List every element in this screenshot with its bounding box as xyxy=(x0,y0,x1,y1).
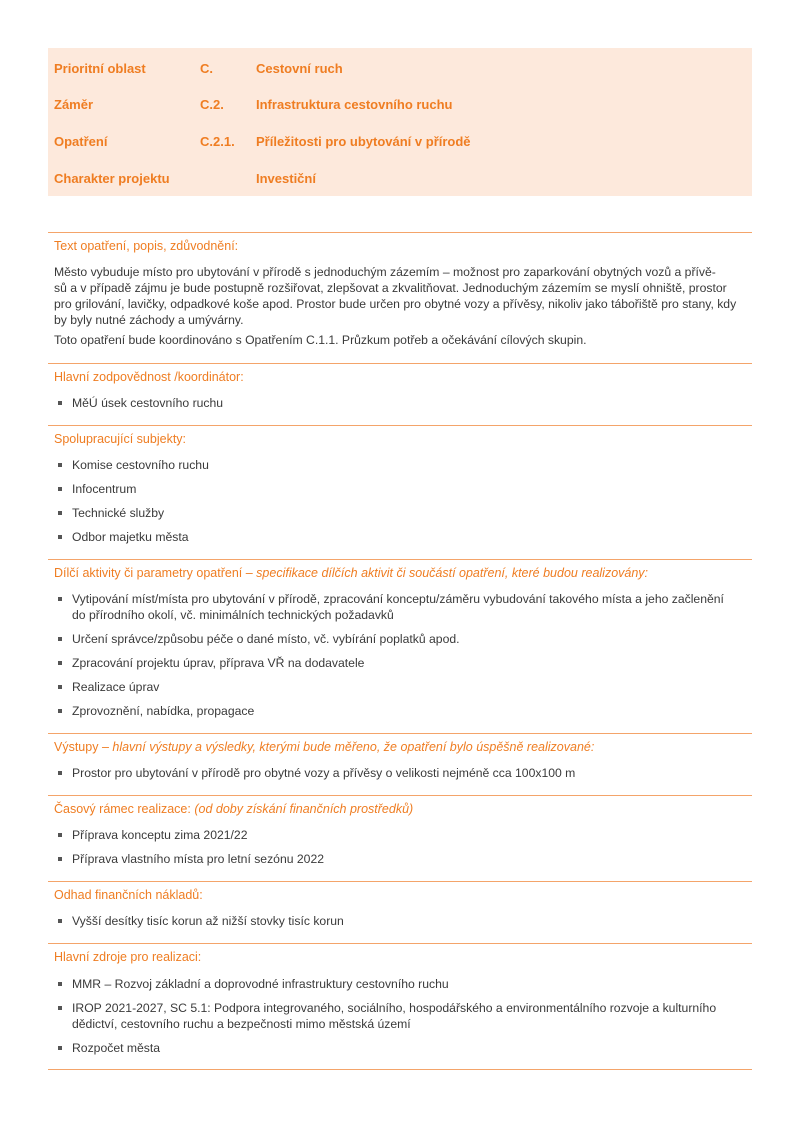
bullet-icon xyxy=(58,535,62,539)
bullet-icon xyxy=(58,463,62,467)
section-heading: Spolupracující subjekty: xyxy=(54,432,187,446)
description-line: Město vybuduje místo pro ubytování v přírodě s jednoduchým zázemím – možnost pro zaparkování obytných vozů a přívě- xyxy=(54,265,716,279)
summary-label: Charakter projektu xyxy=(54,171,170,186)
summary-table xyxy=(48,48,752,196)
bullet-icon xyxy=(58,661,62,665)
bullet-icon xyxy=(58,597,62,601)
bullet-icon xyxy=(58,1006,62,1010)
summary-row xyxy=(48,134,752,154)
summary-label: Prioritní oblast xyxy=(54,61,146,76)
summary-row xyxy=(48,97,752,117)
bullet-icon xyxy=(58,637,62,641)
description-line: sů a v případě zájmu je bude postupně rozšiřovat, zlepšovat a zkvalitňovat. Jednoduchým zázemím se myslí ohniště, prostor xyxy=(54,281,727,295)
summary-code: C.2. xyxy=(200,97,224,112)
section-partners: Spolupracující subjekty: Komise cestovního ruchu Infocentrum Technické služby Odbor majetku města xyxy=(48,425,752,560)
bullet-icon xyxy=(58,401,62,405)
description-note: Toto opatření bude koordinováno s Opatřením C.1.1. Průzkum potřeb a očekávání cílových skupin. xyxy=(54,333,587,347)
section-activities: Dílčí aktivity či parametry opatření – specifikace dílčích aktivit či součástí opatření, které budou realizovány: Vytipování míst/místa pro ubytování v přírodě, zpracování konceptu/záměru vybudování takového místa a jeho začlenění do přírodního okolí, vč. minimálních technických požadavků Určení správce/způsobu péče o dané místo, vč. vybírání poplatků apod. Zpracování projektu úprav, příprava VŘ na dodavatele Realizace úprav Zprovoznění, nabídka, propagace xyxy=(48,559,752,734)
section-heading: Časový rámec realizace: (od doby získání finančních prostředků) xyxy=(54,802,414,816)
bullet-icon xyxy=(58,709,62,713)
bullet-icon xyxy=(58,919,62,923)
bullet-icon xyxy=(58,487,62,491)
section-heading: Hlavní zdroje pro realizaci: xyxy=(54,950,202,964)
summary-value: Cestovní ruch xyxy=(256,61,343,76)
summary-label: Opatření xyxy=(54,134,108,149)
summary-value: Infrastruktura cestovního ruchu xyxy=(256,97,453,112)
bullet-icon xyxy=(58,1046,62,1050)
description-line: pro grilování, lavičky, odpadkové koše apod. Prostor bude určen pro obytné vozy a přívěsy, nikoliv jako tábořiště pro stany, kdy xyxy=(54,297,737,311)
section-costs: Odhad finančních nákladů: Vyšší desítky tisíc korun až nižší stovky tisíc korun xyxy=(48,881,752,944)
bullet-icon xyxy=(58,511,62,515)
summary-code: C.2.1. xyxy=(200,134,235,149)
section-sources: Hlavní zdroje pro realizaci: MMR – Rozvoj základní a doprovodné infrastruktury cestovního ruchu IROP 2021-2027, SC 5.1: Podpora integrovaného, sociálního, hospodářského a environmentálního rozvoje a kulturního dědictví, cestovního ruchu a bezpečnosti mimo městská území Rozpočet města xyxy=(48,943,752,1070)
section-heading: Hlavní zodpovědnost /koordinátor: xyxy=(54,370,244,384)
summary-value: Investiční xyxy=(256,171,316,186)
section-responsibility: Hlavní zodpovědnost /koordinátor: MěÚ úsek cestovního ruchu xyxy=(48,363,752,426)
section-timeframe: Časový rámec realizace: (od doby získání finančních prostředků) Příprava konceptu zima 2021/22 Příprava vlastního místa pro letní sezónu 2022 xyxy=(48,795,752,882)
section-description xyxy=(48,232,752,364)
section-heading: Dílčí aktivity či parametry opatření – specifikace dílčích aktivit či součástí opatření, které budou realizovány: xyxy=(54,566,649,580)
bullet-icon xyxy=(58,982,62,986)
section-heading: Text opatření, popis, zdůvodnění: xyxy=(54,239,239,253)
summary-value: Příležitosti pro ubytování v přírodě xyxy=(256,134,471,149)
bullet-icon xyxy=(58,833,62,837)
bullet-icon xyxy=(58,857,62,861)
bullet-icon xyxy=(58,771,62,775)
section-heading: Výstupy – hlavní výstupy a výsledky, kterými bude měřeno, že opatření bylo úspěšně realizované: xyxy=(54,740,595,754)
bullet-icon xyxy=(58,685,62,689)
bottom-divider xyxy=(48,1069,752,1070)
section-outputs: Výstupy – hlavní výstupy a výsledky, kterými bude měřeno, že opatření bylo úspěšně realizované: Prostor pro ubytování v přírodě pro obytné vozy a přívěsy o velikosti nejméně cca 100x100 m xyxy=(48,733,752,796)
summary-row xyxy=(48,61,752,81)
summary-row xyxy=(48,171,752,191)
summary-label: Záměr xyxy=(54,97,94,112)
section-heading: Odhad finančních nákladů: xyxy=(54,888,203,902)
description-line: by byly nutné záchody a umývárny. xyxy=(54,313,244,327)
summary-code: C. xyxy=(200,61,213,76)
